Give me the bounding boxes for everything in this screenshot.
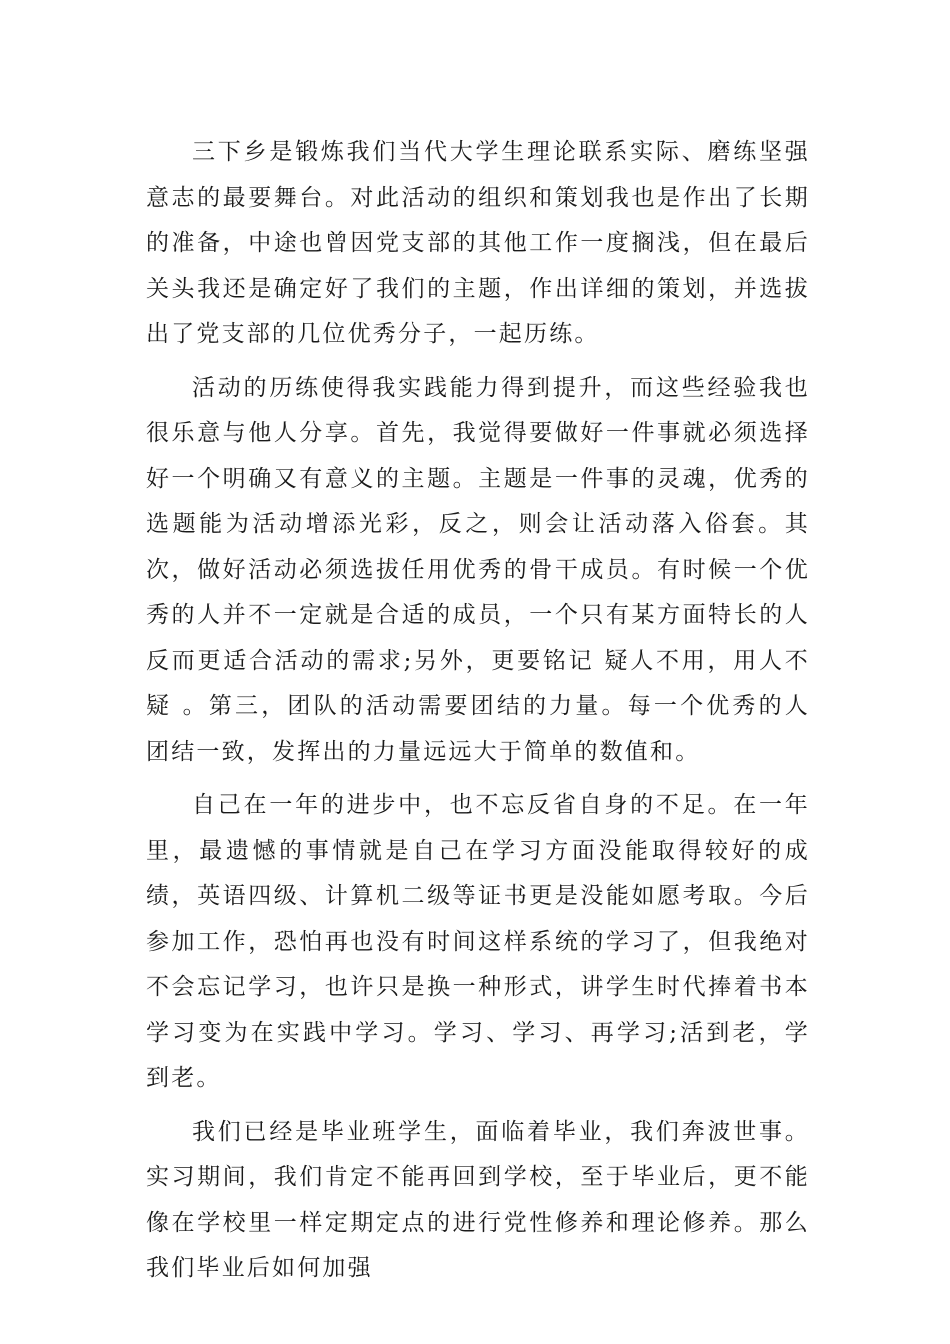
document-body: [146, 130, 810, 1300]
paragraph-1: 三下乡是锻炼我们当代大学生理论联系实际、磨练坚强意志的最要舞台。对此活动的组织和策划我也是作出了长期的准备，中途也曾因党支部的其他工作一度搁浅，但在最后关头我还是确定好了我们的主题，作出详细的策划，并选拔出了党支部的几位优秀分子，一起历练。: [146, 139, 810, 347]
paragraph-3: 自己在一年的进步中，也不忘反省自身的不足。在一年里，最遗憾的事情就是自己在学习方面没能取得较好的成绩，英语四级、计算机二级等证书更是没能如愿考取。今后参加工作，恐怕再也没有时间这样系统的学习了，但我绝对不会忘记学习，也许只是换一种形式，讲学生时代捧着书本学习变为在实践中学习。学习、学习、再学习;活到老，学到老。: [146, 792, 810, 1091]
paragraph-4: 我们已经是毕业班学生，面临着毕业，我们奔波世事。实习期间，我们肯定不能再回到学校，至于毕业后，更不能像在学校里一样定期定点的进行党性修养和理论修养。那么我们毕业后如何加强: [146, 1118, 810, 1281]
paragraph-2: 活动的历练使得我实践能力得到提升，而这些经验我也很乐意与他人分享。首先，我觉得要做好一件事就必须选择好一个明确又有意义的主题。主题是一件事的灵魂，优秀的选题能为活动增添光彩，反之，则会让活动落入俗套。其次，做好活动必须选拔任用优秀的骨干成员。有时候一个优秀的人并不一定就是合适的成员，一个只有某方面特长的人反而更适合活动的需求;另外，更要铭记 疑人不用，用人不疑 。第三，团队的活动需要团结的力量。每一个优秀的人团结一致，发挥出的力量远远大于简单的数值和。: [146, 374, 810, 765]
